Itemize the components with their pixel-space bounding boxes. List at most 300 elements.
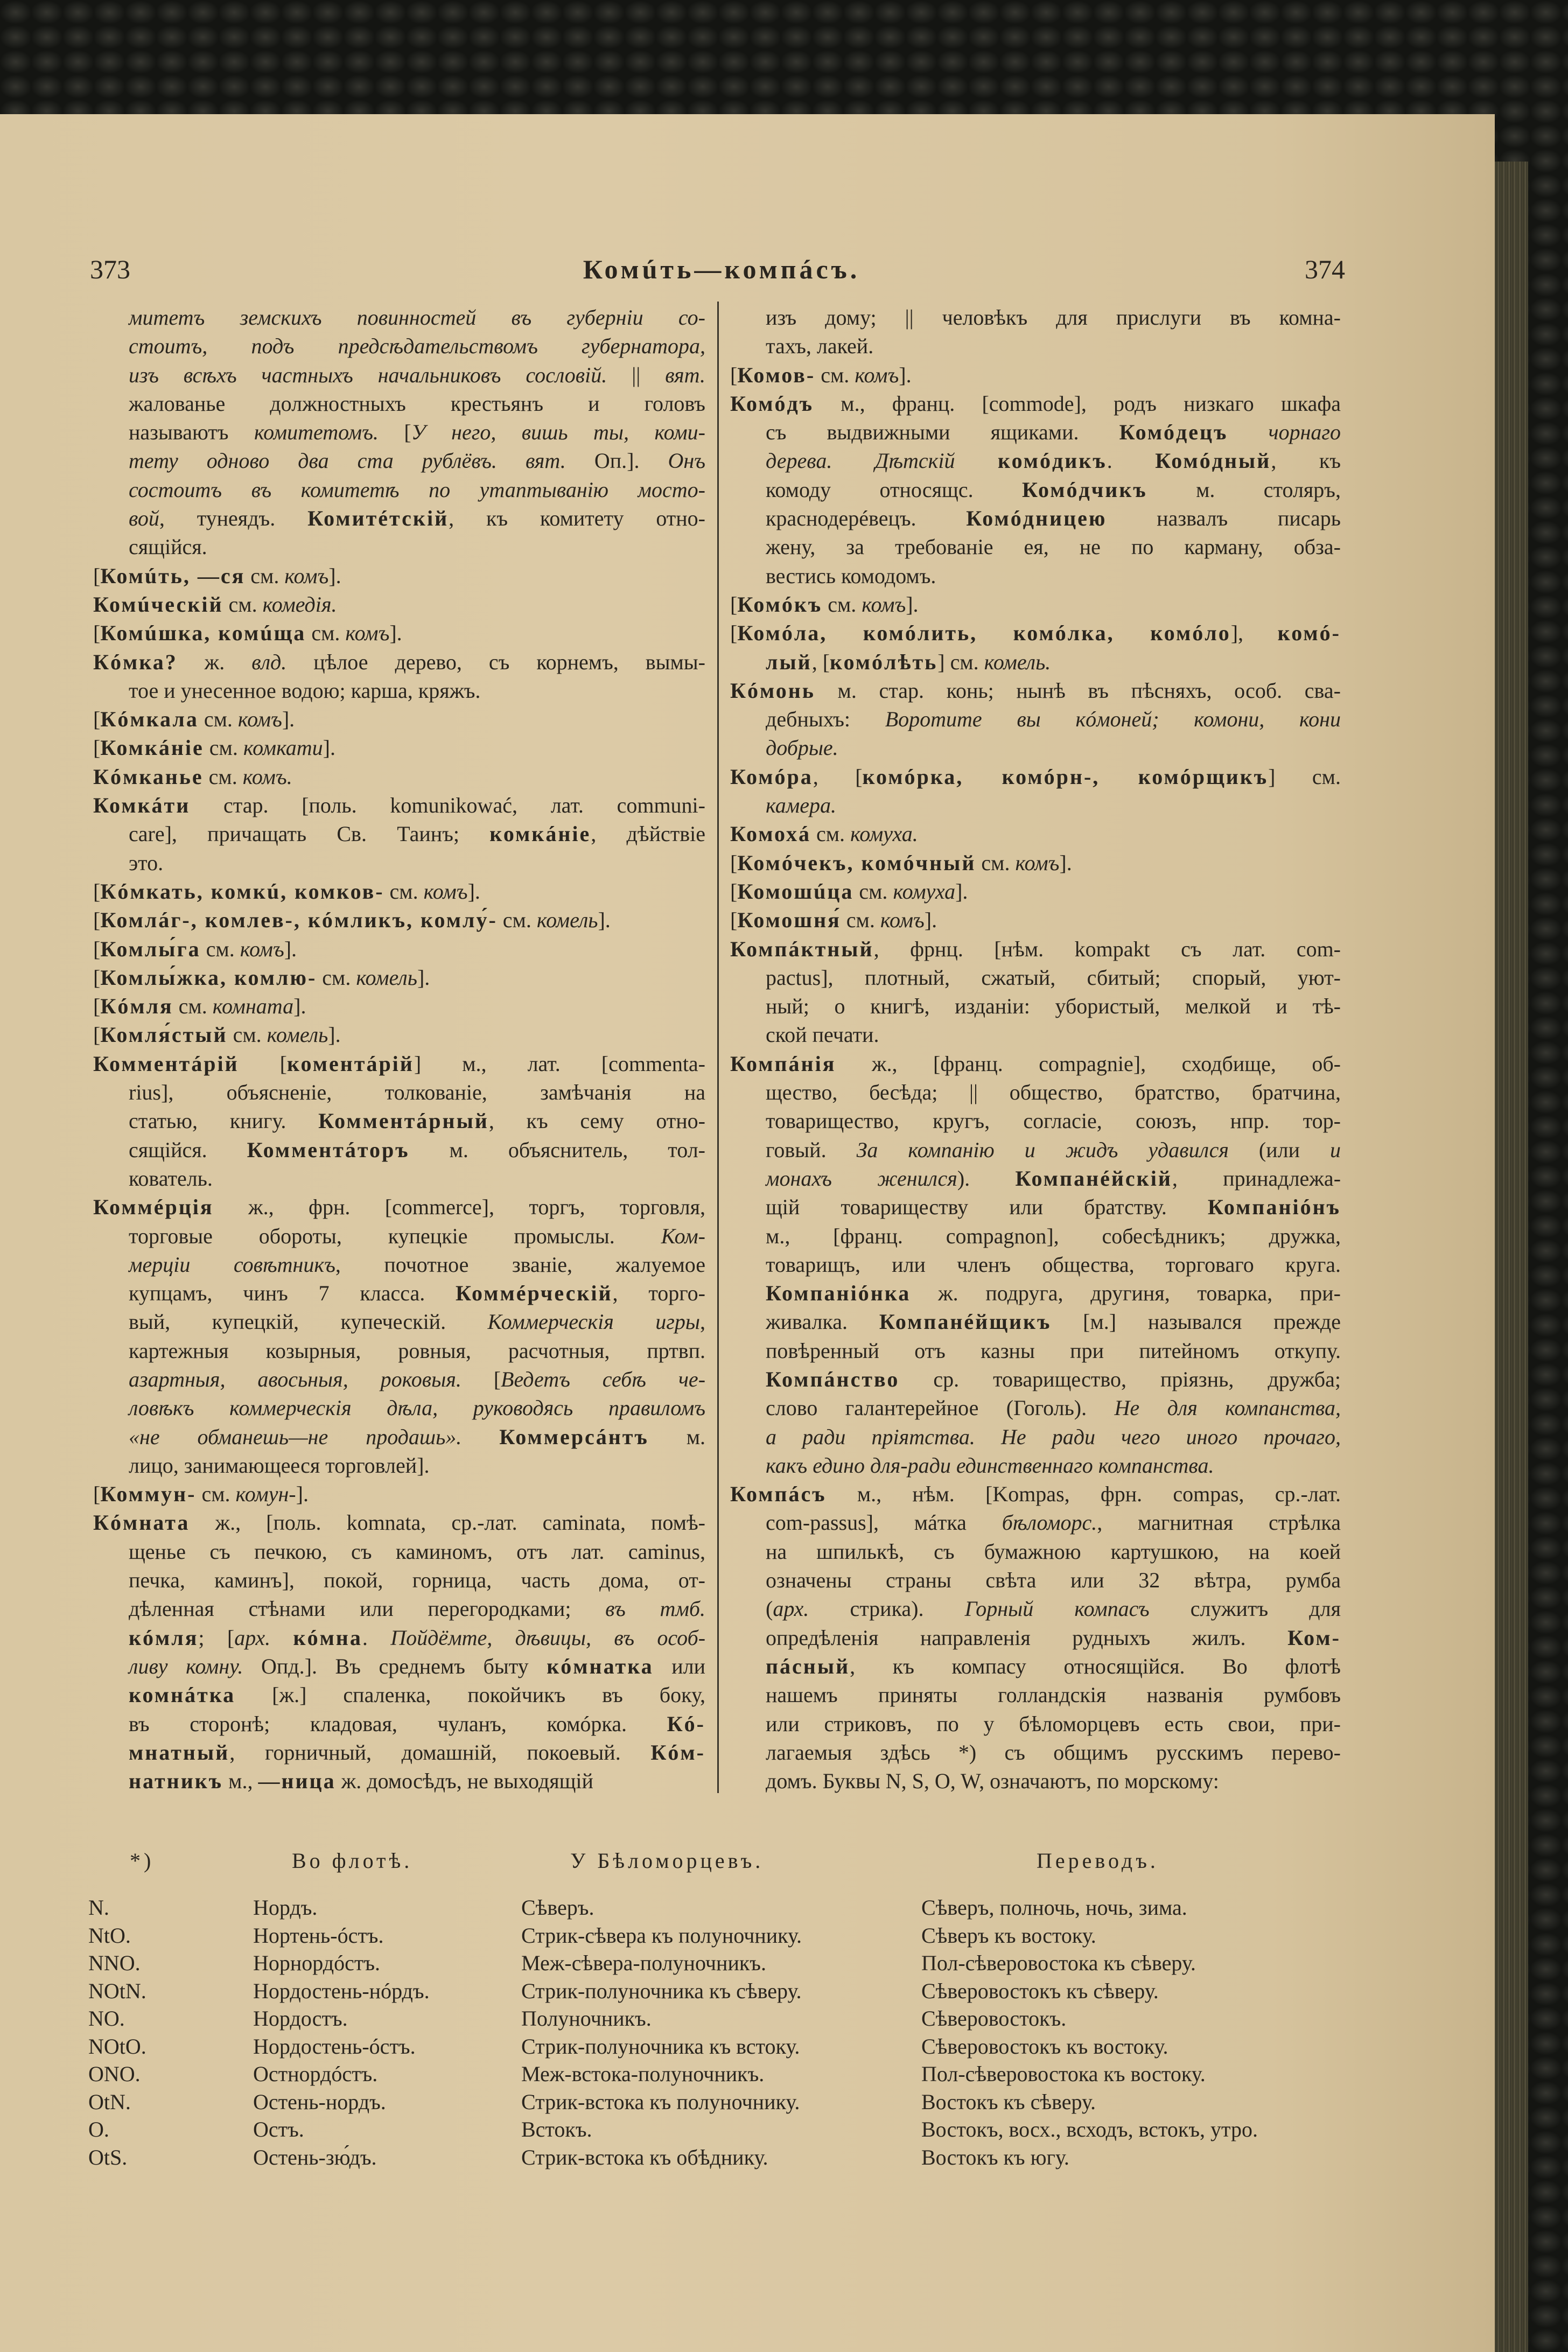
entry-line xyxy=(730,791,1341,820)
entry-line xyxy=(730,418,1341,446)
entry-line xyxy=(93,935,705,963)
text: см. xyxy=(198,707,238,732)
dictionary-entry xyxy=(93,590,705,619)
entry-line xyxy=(730,1480,1341,1508)
table-cell: Востокъ къ югу. xyxy=(921,2145,1069,2169)
table-cell: Сѣверъ, полночь, ночь, зима. xyxy=(921,1895,1187,1920)
entry-line-text xyxy=(129,849,163,877)
entry-line-text xyxy=(766,475,1341,504)
dictionary-entry xyxy=(93,1020,705,1049)
text: ] см. xyxy=(1268,764,1341,789)
dictionary-entry xyxy=(93,992,705,1020)
text: см. xyxy=(306,621,346,646)
italic-text: комель xyxy=(356,965,417,990)
italic-text: бѣломорс. xyxy=(1002,1510,1097,1535)
entry-line xyxy=(730,533,1341,561)
entry-line xyxy=(93,389,705,418)
entry-line-text xyxy=(766,562,936,590)
text: , къ компасу относящійся. Во флотѣ xyxy=(850,1654,1341,1678)
headword: Комóла, комóлить, комóлка, комóло xyxy=(737,621,1231,646)
rhumb-code: OtS. xyxy=(88,2145,128,2169)
entry-line xyxy=(93,1250,705,1279)
dictionary-entry xyxy=(730,877,1341,906)
entry-line xyxy=(93,1136,705,1164)
italic-text: комуха. xyxy=(850,822,918,846)
italic-text: комун- xyxy=(235,1482,296,1507)
entry-line-text xyxy=(93,562,341,590)
italic-text: азартныя, авосьныя, роковыя. xyxy=(129,1367,461,1391)
text: назвалъ писарь xyxy=(1107,506,1341,531)
entry-line-text xyxy=(129,361,705,389)
page-number-left: 373 xyxy=(90,254,130,284)
table-cell: Меж-встока-полуночникъ. xyxy=(521,2062,765,2086)
dictionary-entry xyxy=(730,619,1341,676)
headword: Комментáторъ xyxy=(247,1137,410,1162)
headword: Комóдный xyxy=(1155,449,1271,473)
text: , къ комитету отно- xyxy=(449,506,705,531)
italic-text: комкати xyxy=(243,736,323,760)
dictionary-entry xyxy=(93,791,705,877)
text: щій товариществу или братству. xyxy=(766,1195,1208,1220)
italic-text: комъ. xyxy=(242,764,292,789)
text: м. стар. конь; нынѣ въ пѣсняхъ, особ. сва- xyxy=(815,678,1341,703)
text: ный; о книгѣ, изданіи: убористый, мелкой и тѣ- xyxy=(766,994,1341,1019)
text: [ж.] спаленка, покойчикъ въ боку, xyxy=(235,1683,705,1707)
table-cell: Сѣверовостокъ къ востоку. xyxy=(921,2034,1168,2059)
text: , фрнц. [нѣм. kompakt съ лат. com- xyxy=(873,936,1341,961)
italic-text: Онъ xyxy=(668,449,705,473)
text: ]. xyxy=(328,1023,341,1047)
headword: пáсный xyxy=(766,1654,850,1678)
text: краснодерéвецъ. xyxy=(766,506,967,531)
text xyxy=(270,1626,293,1650)
headword: комó- xyxy=(1277,621,1341,646)
text: см. xyxy=(200,936,240,961)
text: см. xyxy=(822,592,862,617)
text: домъ. Буквы N, S, O, W, означаютъ, по морскому: xyxy=(766,1769,1219,1794)
entry-line xyxy=(730,1623,1341,1652)
text: м. столяръ, xyxy=(1147,477,1341,502)
headword: Компáнія xyxy=(730,1051,836,1076)
entry-line-text xyxy=(766,1594,1341,1623)
entry-line xyxy=(730,332,1341,360)
italic-text: мерціи совѣтникъ xyxy=(129,1252,335,1277)
entry-line xyxy=(93,1078,705,1107)
headword: Комóчекъ, комóчный xyxy=(737,850,976,875)
entry-line-text xyxy=(730,1049,1341,1078)
headword: кóмля xyxy=(129,1625,199,1650)
text: кователь. xyxy=(129,1166,213,1191)
entry-line xyxy=(730,1652,1341,1681)
entry-line-text xyxy=(129,1537,705,1566)
entry-line-text xyxy=(129,332,705,360)
entry-line-text xyxy=(129,1623,705,1652)
table-header-cell: У Бѣломорцевъ. xyxy=(570,1849,764,1873)
text: (или xyxy=(1228,1137,1331,1162)
table-cell: Нордостень-óстъ. xyxy=(253,2034,416,2059)
italic-text: комедія. xyxy=(262,592,337,617)
italic-text: комъ xyxy=(1015,850,1060,875)
text: служитъ для xyxy=(1149,1597,1341,1621)
text: [ xyxy=(461,1367,501,1391)
entry-line xyxy=(730,1451,1341,1480)
entry-line-text xyxy=(730,877,968,906)
table-cell: Сѣверовостокъ. xyxy=(921,2006,1067,2031)
italic-text: комъ xyxy=(237,707,282,732)
text: см. xyxy=(815,362,855,387)
italic-text: комната xyxy=(212,994,294,1019)
entry-line xyxy=(93,992,705,1020)
entry-line-text xyxy=(129,1222,705,1250)
headword: Комлы́га xyxy=(100,936,201,961)
italic-text: Пойдёмте, дѣвицы, въ особ- xyxy=(390,1625,706,1650)
table-cell: Нордъ. xyxy=(253,1895,318,1920)
dictionary-entry xyxy=(93,935,705,963)
entry-line-text xyxy=(766,504,1341,533)
entry-line-text xyxy=(730,676,1341,705)
italic-text: состоитъ въ комитетѣ по утаптыванію мосто- xyxy=(129,477,705,502)
italic-text: комъ xyxy=(345,621,390,646)
entry-line-text xyxy=(766,648,1051,676)
text: ). xyxy=(957,1166,1016,1191)
table-cell: Нордостъ. xyxy=(253,2006,348,2031)
entry-line xyxy=(93,1020,705,1049)
headword: Комошня́ xyxy=(737,908,841,933)
entry-line xyxy=(93,1307,705,1336)
entry-line-text xyxy=(129,1136,705,1164)
table-header-cell: *) xyxy=(130,1849,155,1873)
text: купцамъ, чинъ 7 класса. xyxy=(129,1281,456,1306)
italic-text: чорнаго xyxy=(1268,420,1341,445)
entry-line-text xyxy=(129,676,480,705)
text: см. xyxy=(227,1023,267,1047)
text: ( xyxy=(766,1597,773,1621)
text: см. xyxy=(204,736,243,760)
entry-line xyxy=(730,1566,1341,1594)
italic-text: комъ xyxy=(880,908,925,933)
text: , xyxy=(699,1310,705,1334)
dictionary-entry xyxy=(93,562,705,590)
entry-line xyxy=(730,1681,1341,1709)
italic-text: вят. xyxy=(665,362,705,387)
table-cell: Сѣверовостокъ къ сѣверу. xyxy=(921,1978,1159,2003)
entry-line xyxy=(730,1508,1341,1537)
dictionary-entry xyxy=(730,1480,1341,1795)
entry-line xyxy=(730,705,1341,733)
entry-line xyxy=(93,1480,705,1508)
text: см. xyxy=(317,965,356,990)
entry-line-text xyxy=(730,361,912,389)
text: м., франц. [commode], родъ низкаго шкафа xyxy=(814,391,1341,416)
text xyxy=(955,449,998,473)
headword: Комóдецъ xyxy=(1119,420,1228,445)
entry-line-text xyxy=(730,619,1341,647)
headword: комóлѣть xyxy=(830,649,938,674)
headword: комóдикъ xyxy=(998,449,1107,473)
table-cell: Сѣверъ. xyxy=(521,1895,594,1920)
entry-line-text xyxy=(730,820,918,848)
entry-line-text xyxy=(129,303,705,332)
headword: Комитéтскій xyxy=(307,506,449,531)
text: [ xyxy=(93,736,101,760)
text: см. xyxy=(976,850,1016,875)
rhumb-code: O. xyxy=(88,2117,109,2141)
table-cell: Стрик-полуночника къ встоку. xyxy=(521,2034,800,2059)
table-cell: Востокъ къ сѣверу. xyxy=(921,2089,1096,2114)
text: говый. xyxy=(766,1137,857,1162)
entry-line xyxy=(730,733,1341,762)
italic-text: Коммерческія игры xyxy=(487,1310,700,1334)
entry-line xyxy=(93,446,705,475)
entry-line-text xyxy=(766,1107,1341,1135)
headword: Комошúца xyxy=(737,879,854,904)
entry-line xyxy=(93,619,705,647)
entry-line-text xyxy=(766,1020,879,1049)
headword: комóрка, комóрн-, комóрщикъ xyxy=(862,764,1269,789)
dictionary-entry xyxy=(730,303,1341,361)
text: см. xyxy=(853,879,893,904)
text: [ xyxy=(93,563,101,588)
entry-line-text xyxy=(129,1394,705,1422)
entry-line xyxy=(93,820,705,848)
entry-line xyxy=(730,389,1341,418)
page-number-right: 374 xyxy=(1305,254,1345,284)
text: статью, книгу. xyxy=(129,1109,319,1133)
headword: Комов- xyxy=(737,362,816,387)
italic-text: монахъ женился xyxy=(766,1166,957,1191)
entry-line xyxy=(730,504,1341,533)
entry-line-text xyxy=(129,504,705,533)
text: или xyxy=(653,1654,705,1678)
table-cell: Встокъ. xyxy=(521,2117,592,2141)
entry-line xyxy=(730,562,1341,590)
table-cell: Пол-сѣверовостока къ востоку. xyxy=(921,2062,1206,2086)
headword: —ница xyxy=(258,1769,336,1794)
text: въ сторонѣ; кладовая, чуланъ, комóрка. xyxy=(129,1711,667,1736)
headword: Компáктный xyxy=(730,936,874,961)
italic-text: «не обманешь—не продашь». xyxy=(129,1424,462,1449)
text: [м.] назывался прежде xyxy=(1051,1310,1341,1334)
entry-line xyxy=(93,1107,705,1135)
text: ]. xyxy=(417,965,430,990)
italic-text: изъ всѣхъ частныхъ начальниковъ сословій. xyxy=(129,362,607,387)
rhumb-code: NtO. xyxy=(88,1923,131,1948)
entry-line xyxy=(93,1394,705,1422)
entry-line-text xyxy=(93,1049,705,1078)
entry-line-text xyxy=(129,1681,705,1709)
text: стар. [поль. komunikować, лат. communi- xyxy=(190,793,705,818)
text: ]. xyxy=(1059,850,1072,875)
text: pactus], плотный, сжатый, сбитый; спорый, уют- xyxy=(766,965,1341,990)
entry-line-text xyxy=(766,1394,1341,1422)
headword: Компанéйскій xyxy=(1015,1166,1172,1191)
headword: Коммерсáнтъ xyxy=(499,1424,649,1449)
entry-line xyxy=(730,1107,1341,1135)
text: Оп.]. xyxy=(565,449,668,473)
italic-text: комитетомъ. xyxy=(254,420,379,445)
entry-line-text xyxy=(766,1566,1341,1594)
dictionary-entry xyxy=(93,648,705,705)
text: ]. xyxy=(323,736,335,760)
italic-text: добрые. xyxy=(766,736,838,760)
entry-line-text xyxy=(766,1652,1341,1681)
entry-line xyxy=(93,1710,705,1738)
entry-line xyxy=(730,1250,1341,1279)
dictionary-entry xyxy=(93,303,705,562)
text: лагаемыя здѣсь *) съ общимъ русскимъ перево- xyxy=(766,1740,1341,1765)
entry-line-text xyxy=(129,1566,705,1594)
entry-line xyxy=(730,1020,1341,1049)
entry-line xyxy=(730,992,1341,1020)
entry-line-text xyxy=(766,733,838,762)
italic-text: влд. xyxy=(251,649,287,674)
entry-line xyxy=(730,1336,1341,1365)
text: лицо, занимающееся торговлей]. xyxy=(129,1453,430,1478)
entry-line-text xyxy=(766,963,1341,992)
dictionary-entry xyxy=(730,849,1341,877)
headword: Компаніóнка xyxy=(766,1281,911,1306)
entry-line xyxy=(730,1078,1341,1107)
rhumb-code: N. xyxy=(88,1895,109,1920)
entry-line xyxy=(730,1537,1341,1566)
italic-text: какъ едино для-ради единственнаго компанства. xyxy=(766,1453,1214,1478)
entry-line-text xyxy=(766,1136,1341,1164)
entry-line-text xyxy=(766,1681,1341,1709)
text: опредѣленія направленія рудныхъ жилъ. xyxy=(766,1625,1288,1650)
text: нашемъ приняты голландскія названія румбовъ xyxy=(766,1683,1341,1707)
italic-text: Ведетъ себѣ че- xyxy=(501,1367,706,1391)
rhumb-code: NOtO. xyxy=(88,2034,146,2059)
headword: Кóмканье xyxy=(93,764,204,789)
entry-line-text xyxy=(766,791,836,820)
entry-line xyxy=(93,733,705,762)
italic-text: комуха xyxy=(893,879,956,904)
entry-line-text xyxy=(766,1307,1341,1336)
table-cell: Меж-сѣвера-полуночникъ. xyxy=(521,1951,766,1975)
text: ]. xyxy=(955,879,968,904)
text: ]. xyxy=(282,707,295,732)
text: печка, каминъ], покой, горница, часть дома, от- xyxy=(129,1568,705,1593)
text: м., нѣм. [Kompas, фрн. compas, ср.-лат. xyxy=(826,1482,1341,1507)
table-cell: Стрик-полуночника къ сѣверу. xyxy=(521,1978,802,2003)
entry-line-text xyxy=(129,389,705,418)
entry-line xyxy=(93,849,705,877)
dictionary-entry xyxy=(93,733,705,762)
text: [ xyxy=(93,707,101,732)
entry-line-text xyxy=(129,1594,705,1623)
text: [ xyxy=(730,879,738,904)
entry-line-text xyxy=(93,705,295,733)
entry-line xyxy=(93,1336,705,1365)
entry-line xyxy=(93,590,705,619)
text: см. xyxy=(196,1482,236,1507)
entry-line-text xyxy=(129,418,705,446)
text: rius], объясненіе, толкованіе, замѣчанія на xyxy=(129,1080,705,1105)
table-cell: Пол-сѣверовостока къ сѣверу. xyxy=(921,1951,1196,1975)
entry-line-text xyxy=(129,1107,705,1135)
text: ]. xyxy=(328,563,341,588)
italic-text: комъ xyxy=(284,563,329,588)
text: , магнитная стрѣлка xyxy=(1097,1510,1341,1535)
entry-line-text xyxy=(766,1710,1341,1738)
entry-line xyxy=(730,762,1341,791)
entry-line xyxy=(93,562,705,590)
headword: Кóм- xyxy=(650,1740,705,1765)
headword: Комкáніе xyxy=(100,736,204,760)
italic-text: комель. xyxy=(984,649,1051,674)
text: сящійся. xyxy=(129,535,207,559)
text: ж., фрн. [commerce], торгъ, торговля, xyxy=(213,1195,705,1220)
entry-line-text xyxy=(93,1020,341,1049)
entry-line-text xyxy=(766,1623,1341,1652)
entry-line-text xyxy=(730,762,1341,791)
dictionary-entry xyxy=(730,762,1341,820)
entry-line-text xyxy=(129,1451,429,1480)
italic-text: арх. xyxy=(773,1597,809,1621)
italic-text: митетъ земскихъ повинностей въ губерніи со- xyxy=(129,305,705,330)
text: жену, за требованіе ея, не по карману, обза- xyxy=(766,535,1341,559)
text: , [ xyxy=(813,764,863,789)
italic-text: Воротите вы кóмоней; комони, кони xyxy=(885,707,1341,732)
italic-text: и xyxy=(1330,1137,1341,1162)
entry-line-text xyxy=(766,705,1341,733)
entry-line-text xyxy=(129,533,207,561)
rhumb-code: OtN. xyxy=(88,2089,131,2114)
text: вый, купецкій, купеческій. xyxy=(129,1310,488,1334)
text: ]. xyxy=(284,936,297,961)
text: это. xyxy=(129,850,164,875)
entry-line xyxy=(93,418,705,446)
text: ], xyxy=(1230,621,1278,646)
headword: коментáрій xyxy=(286,1051,414,1076)
entry-line-text xyxy=(93,648,705,676)
italic-text: Ком- xyxy=(661,1223,705,1248)
text: [ xyxy=(93,879,101,904)
entry-line-text xyxy=(93,733,335,762)
entry-line-text xyxy=(93,762,292,791)
text: ] см. xyxy=(937,649,984,674)
text: ср. товарищество, пріязнь, дружба; xyxy=(899,1367,1341,1391)
entry-line xyxy=(93,1652,705,1681)
italic-text: въ тмб. xyxy=(605,1597,705,1621)
entry-line xyxy=(93,705,705,733)
headword: Коммун- xyxy=(100,1482,197,1507)
headword: лый xyxy=(766,649,812,674)
text: ]. xyxy=(467,879,480,904)
entry-line xyxy=(93,533,705,561)
entry-line-text xyxy=(93,992,306,1020)
table-cell: Стрик-встока къ полуночнику. xyxy=(521,2089,800,2114)
headword: кóмнатка xyxy=(547,1654,654,1678)
headword: Комментáрій xyxy=(93,1051,239,1076)
entry-line xyxy=(93,332,705,360)
text: называютъ xyxy=(129,420,254,445)
text: м., xyxy=(223,1769,258,1794)
entry-line-text xyxy=(93,963,430,992)
headword: Коммéрція xyxy=(93,1195,214,1220)
text: [ xyxy=(730,850,738,875)
text: дѣленная стѣнами или перегородками; xyxy=(129,1597,606,1621)
running-title: Комúть—компáсъ. xyxy=(583,254,860,284)
text: ]. xyxy=(296,1482,309,1507)
headword: Комóдницею xyxy=(966,506,1107,531)
text: см. xyxy=(173,994,213,1019)
italic-text: тету одново два ста рублёвъ. вят. xyxy=(129,449,566,473)
entry-line-text xyxy=(766,1423,1341,1451)
entry-line xyxy=(93,963,705,992)
headword: Комля́стый xyxy=(100,1023,228,1047)
headword: комкáніе xyxy=(489,822,591,846)
